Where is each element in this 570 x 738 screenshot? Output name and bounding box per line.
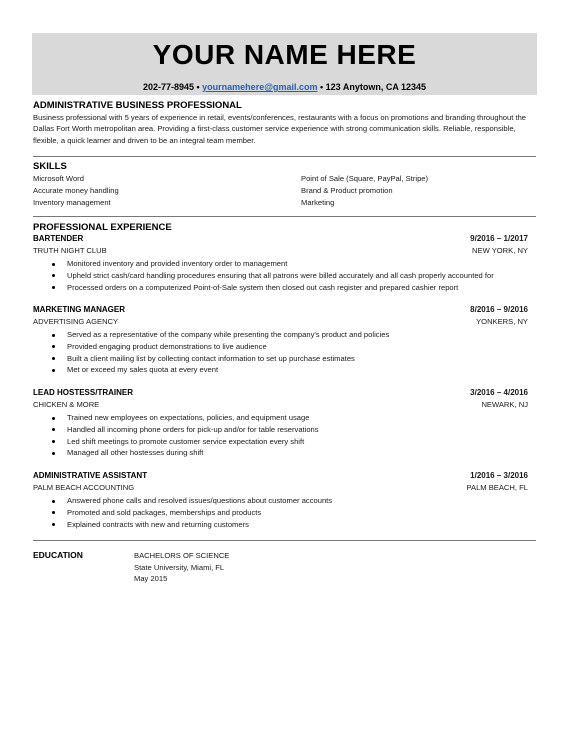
job-company-row — [33, 483, 536, 495]
graduation-date: May 2015 — [134, 574, 168, 583]
job-entry — [33, 305, 536, 376]
list-item: Answered phone calls and resolved issues/questions about customer accounts — [33, 495, 536, 507]
job-dates: 1/2016 – 3/2016 — [470, 471, 528, 480]
job-title: LEAD HOSTESS/TRAINER — [33, 388, 134, 397]
degree: BACHELORS OF SCIENCE — [134, 551, 230, 560]
job-dates: 3/2016 – 4/2016 — [470, 388, 528, 397]
job-company: ADVERTISING AGENCY — [33, 317, 119, 326]
address: 123 Anytown, CA 12345 — [325, 82, 427, 92]
section-divider — [33, 156, 536, 157]
job-company-row — [33, 400, 536, 412]
list-item: Provided engaging product demonstrations to live audience — [33, 341, 536, 353]
list-item: Met or exceed my sales quota at every event — [33, 364, 536, 376]
list-item: Led shift meetings to promote customer service expectation every shift — [33, 436, 536, 448]
skill-item: Microsoft Word — [33, 174, 84, 183]
section-divider — [33, 540, 536, 541]
list-item: Upheld strict cash/card handling procedures ensuring that all patrons were billed accurately and all cash properly accounted for — [33, 270, 536, 282]
separator: • — [194, 82, 203, 92]
skill-item: Marketing — [301, 197, 335, 207]
job-company-row — [33, 246, 536, 258]
job-dates: 8/2016 – 9/2016 — [470, 305, 528, 314]
summary-section — [33, 100, 536, 146]
skills-title — [33, 161, 536, 172]
job-location: NEWARK, NJ — [481, 400, 528, 409]
job-company: PALM BEACH ACCOUNTING — [33, 483, 135, 492]
email-link[interactable]: yournamehere@gmail.com — [202, 82, 318, 92]
list-item: Promoted and sold packages, memberships and products — [33, 507, 536, 519]
summary-text — [33, 112, 536, 146]
list-item: Served as a representative of the company while presenting the company's product and policies — [33, 329, 536, 341]
job-bullets — [33, 495, 536, 530]
experience-heading: PROFESSIONAL EXPERIENCE — [33, 222, 172, 233]
summary-title: ADMINISTRATIVE BUSINESS PROFESSIONAL — [33, 100, 242, 111]
list-item: Trained new employees on expectations, policies, and equipment usage — [33, 412, 536, 424]
skills-column-right — [301, 173, 428, 208]
skills-column-left — [33, 173, 119, 208]
list-item: Built a client mailing list by collecting contact information to set up purchase estimates — [33, 353, 536, 365]
list-item: Processed orders on a computerized Point-of-Sale system then closed out cash register and prepared cashier report — [33, 282, 536, 294]
job-bullets — [33, 258, 536, 293]
job-entry — [33, 388, 536, 459]
list-item: Managed all other hostesses during shift — [33, 447, 536, 459]
education-heading: EDUCATION — [33, 550, 83, 560]
summary-line: flexible, a quick learner and driven to be an integral team member. — [33, 135, 256, 145]
job-location: NEW YORK, NY — [472, 246, 528, 255]
phone-number: 202-77-8945 — [142, 82, 195, 92]
skill-item: Point of Sale (Square, PayPal, Stripe) — [301, 174, 429, 183]
school: State University, Miami, FL — [134, 562, 225, 572]
contact-line — [32, 82, 537, 92]
section-divider — [33, 216, 536, 217]
job-title-row — [33, 471, 536, 483]
job-dates: 9/2016 – 1/2017 — [470, 234, 528, 243]
summary-line: Dallas Fort Worth metropolitan area. Providing a first-class customer service experience with strong communication skills. Reliable, responsible, — [33, 124, 516, 134]
job-title: ADMINISTRATIVE ASSISTANT — [33, 471, 148, 480]
job-location: PALM BEACH, FL — [466, 483, 528, 492]
job-title-row — [33, 234, 536, 246]
skill-item: Inventory management — [33, 197, 111, 207]
job-title: BARTENDER — [33, 234, 84, 243]
list-item: Monitored inventory and provided inventory order to management — [33, 258, 536, 270]
job-bullets — [33, 412, 536, 459]
experience-title — [33, 222, 536, 233]
job-company: TRUTH NIGHT CLUB — [33, 246, 107, 255]
job-entry — [33, 234, 536, 293]
job-location: YONKERS, NY — [476, 317, 528, 326]
summary-line: Business professional with 5 years of experience in retail, events/conferences, restaurants with a focus on promotions and branding throughout the — [33, 113, 527, 122]
header-band — [32, 33, 537, 95]
job-title-row — [33, 388, 536, 400]
job-bullets — [33, 329, 536, 376]
education-details — [134, 550, 229, 585]
list-item: Handled all incoming phone orders for pick-up and/or for table reservations — [33, 424, 536, 436]
separator: • — [317, 82, 326, 92]
candidate-name: YOUR NAME HERE — [152, 39, 417, 70]
job-title-row — [33, 305, 536, 317]
list-item: Explained contracts with new and returning customers — [33, 519, 536, 531]
skills-heading: SKILLS — [33, 161, 67, 172]
job-company-row — [33, 317, 536, 329]
job-title: MARKETING MANAGER — [33, 305, 125, 314]
skill-item: Brand & Product promotion — [301, 185, 393, 195]
job-company: CHICKEN & MORE — [33, 400, 100, 409]
job-entry — [33, 471, 536, 530]
skill-item: Accurate money handling — [33, 185, 119, 195]
